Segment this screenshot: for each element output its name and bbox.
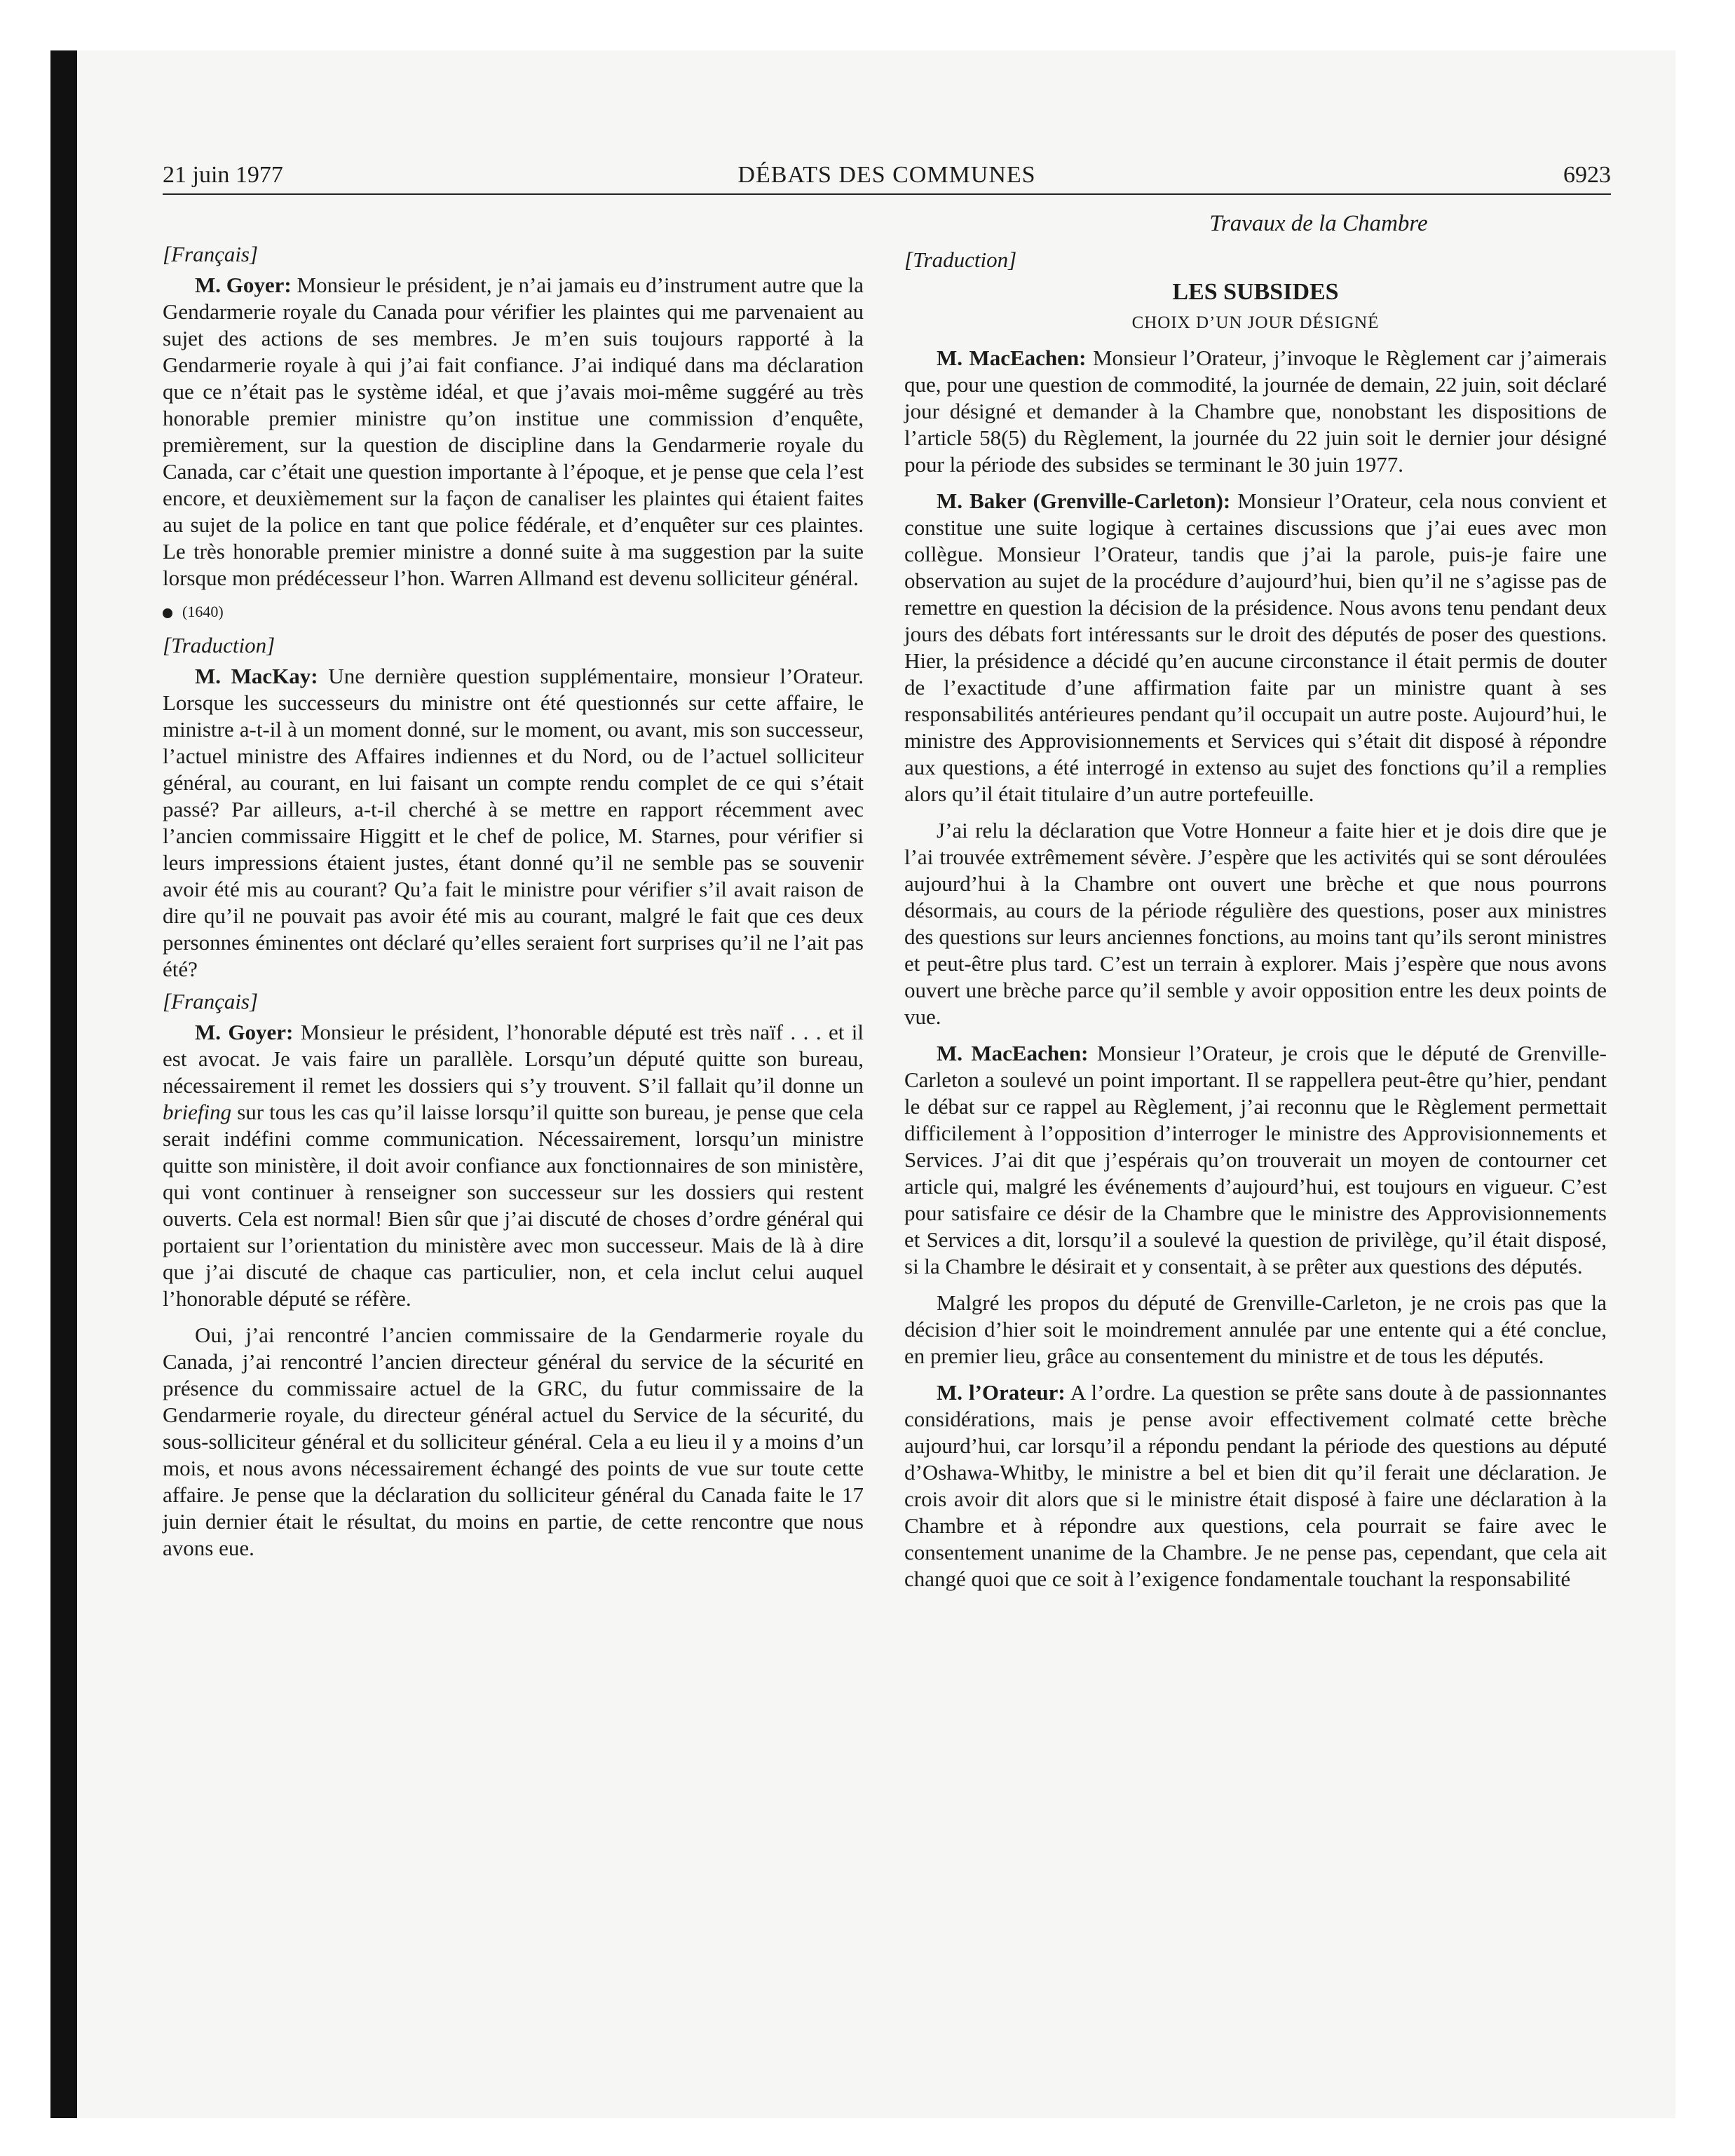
header-date: 21 juin 1977 — [163, 162, 283, 188]
section-heading: LES SUBSIDES — [1172, 279, 1339, 305]
paragraph — [163, 272, 864, 592]
page-header — [163, 160, 1611, 195]
section-subheading: CHOIX D’UN JOUR DÉSIGNÉ — [1131, 313, 1380, 332]
speaker-name: M. Baker (Grenville-Carleton): — [937, 489, 1231, 513]
paragraph — [904, 345, 1607, 478]
paragraph-text: Monsieur l’Orateur, j’invoque le Règlement car j’aimerais que, pour une question de commodité, la journée de demain, 22 juin, soit déclaré jour désigné et demander à la Chambre que, nonobstant les dispositions de l’article 58(5) du Règlement, la journée du 22 juin soit le dernier jour désigné pour la période des subsides se terminant le 30 juin 1977. — [904, 346, 1607, 477]
paragraph-text: Monsieur le président, je n’ai jamais eu d’instrument autre que la Gendarmerie royale du Canada pour vérifier les plaintes qui me parvenaient au sujet des actions de ses membres. Je m’en suis toujours rapporté à la Gendarmerie royale à qui j’ai fait confiance. J’ai indiqué dans ma déclaration que ce n’était pas le système idéal, et que j’avais moi-même suggéré au très honorable premier ministre qu’on institue une commission d’enquête, premièrement, sur la question de discipline dans la Gendarmerie royale du Canada, car c’était une question importante à l’époque, et je pense que cela l’est encore, et deuxièmement sur la façon de canaliser les plaintes qui étaient faites au sujet de la police en tant que police fédérale, et d’enquêter sur ces plaintes. Le très honorable premier ministre a donné suite à ma suggestion par la suite lorsque mon prédécesseur l’hon. Warren Allmand est devenu solliciteur général. — [163, 273, 864, 590]
bullet-icon — [163, 608, 172, 618]
speaker-name: M. MacEachen: — [937, 346, 1087, 370]
speaker-name: M. Goyer: — [195, 273, 292, 297]
paragraph-text: sur tous les cas qu’il laisse lorsqu’il quitte son bureau, je pense que cela serait indéfini comme communication. Nécessairement, lorsqu’un ministre quitte son ministère, il doit avoir confiance aux fonctionnaires de son ministère, qui vont continuer à renseigner son successeur sur les dossiers qui restent ouverts. Cela est normal! Bien sûr que j’ai discuté de choses d’ordre général qui portaient sur l’orientation du ministère avec mon successeur. Mais de là à dire que j’ai discuté de chaque cas particulier, non, et cela inclut celui auquel l’honorable député se réfère. — [163, 1100, 864, 1311]
paragraph-text: Une dernière question supplémentaire, monsieur l’Orateur. Lorsque les successeurs du ministre ont été questionnés sur cette affaire, le ministre a-t-il à un moment donné, sur le moment, ou avant, mis son successeur, l’actuel ministre des Affaires indiennes et du Nord, ou de l’actuel solliciteur général, au courant, en lui faisant un compte rendu complet de ce qui s’était passé? Par ailleurs, a-t-il cherché à se mettre en rapport récemment avec l’ancien commissaire Higgitt et le chef de police, M. Starnes, pour vérifier si leurs impressions étaient justes, étant donné qu’il ne semble pas se souvenir avoir été mis au courant? Qu’a fait le ministre pour vérifier s’il avait raison de dire qu’il ne pouvait pas avoir été mis au courant, malgré le fait que ces deux personnes éminentes ont déclaré qu’elles seraient fort surprises qu’il ne l’ait pas été? — [163, 664, 864, 981]
time-label: (1640) — [182, 603, 224, 620]
paragraph-text: Oui, j’ai rencontré l’ancien commissaire de la Gendarmerie royale du Canada, j’ai rencontré l’ancien directeur général du service de la sécurité en présence du commissaire actuel de la GRC, du futur commissaire de la Gendarmerie royale, du directeur général actuel du Service de la sécurité, du sous-solliciteur général et du solliciteur général. Cela a eu lieu il y a moins d’un mois, et nous avons nécessairement échangé des points de vue sur toute cette affaire. Je pense que la déclaration du solliciteur général du Canada faite le 17 juin dernier était le résultat, du moins en partie, de cette rencontre que nous avons eue. — [163, 1323, 864, 1560]
paragraph-text: Monsieur le président, l’honorable député est très naïf . . . et il est avocat. Je vais faire un parallèle. Lorsqu’un député quitte son bureau, nécessairement il remet les dossiers qui s’y trouvent. S’il fallait qu’il donne un — [163, 1020, 864, 1098]
paragraph-text: Monsieur l’Orateur, cela nous convient et constitue une suite logique à certaines discussions que j’ai eues avec mon collègue. Monsieur l’Orateur, tandis que j’ai la parole, puis-je faire une observation au sujet de la procédure d’aujourd’hui, bien qu’il ne s’agisse pas de remettre en question la décision de la présidence. Nous avons tenu pendant deux jours des débats fort intéressants sur le droit des députés de poser des questions. Hier, la présidence a décidé qu’en aucune circonstance il était permis de douter de l’exactitude d’une affirmation faite par un ministre quant à ses responsabilités antérieures pendant qu’il occupait un autre poste. Aujourd’hui, le ministre des Approvisionnements et Services qui s’était dit disposé à répondre aux questions, a été interrogé in extenso au sujet des fonctions qu’il a remplies alors qu’il était titulaire d’un autre portefeuille. — [904, 489, 1607, 806]
language-tag: [Français] — [163, 989, 259, 1014]
italic-term: briefing — [163, 1100, 232, 1124]
speaker-name: M. Goyer: — [195, 1020, 294, 1044]
language-tag: [Traduction] — [904, 247, 1017, 272]
scan-edge-bar — [50, 50, 77, 2118]
paragraph — [904, 488, 1607, 807]
paragraph-text: Monsieur l’Orateur, je crois que le député de Grenville-Carleton a soulevé un point important. Il se rappellera peut-être qu’hier, pendant le débat sur ce rappel au Règlement, j’ai reconnu que le Règlement permettait difficilement à l’opposition d’interroger le ministre des Approvisionnements et Services. J’ai dit que j’espérais qu’on trouverait un moyen de contourner cet article qui, malgré les événements d’aujourd’hui, est toujours en vigueur. C’est pour satisfaire ce désir de la Chambre que le ministre des Approvisionnements et Services a dit, lorsqu’il a soulevé la question de privilège, qu’il était disposé, si la Chambre le désirait et y consentait, à se prêter aux questions des députés. — [904, 1041, 1607, 1278]
header-title: DÉBATS DES COMMUNES — [737, 162, 1036, 188]
speaker-name: M. l’Orateur: — [937, 1380, 1066, 1405]
language-tag: [Français] — [163, 242, 259, 266]
right-column — [904, 210, 1607, 1602]
paragraph — [163, 663, 864, 983]
speaker-name: M. MacKay: — [195, 664, 318, 688]
running-head: Travaux de la Chambre — [1209, 211, 1428, 236]
left-column — [163, 238, 864, 1571]
paragraph-text: J’ai relu la déclaration que Votre Honneur a faite hier et je dois dire que je l’ai trouvée extrêmement sévère. J’espère que les activités qui se sont déroulées aujourd’hui à la Chambre ont ouvert une brèche et que nous pourrons désormais, au cours de la période régulière des questions, poser aux ministres des questions sur leurs anciennes fonctions, au moins tant qu’ils seront ministres et peut-être plus tard. C’est un terrain à explorer. Mais j’espère que nous avons ouvert une brèche parce qu’il semble y avoir opposition entre les deux points de vue. — [904, 818, 1607, 1029]
scan-margin — [0, 0, 1735, 50]
time-marker — [163, 599, 864, 625]
paragraph — [163, 1019, 864, 1312]
paragraph-text: A l’ordre. La question se prête sans doute à de passionnantes considérations, mais je pense avoir effectivement colmaté cette brèche aujourd’hui, car lorsqu’il a répondu pendant la période des questions au député d’Oshawa-Whitby, le ministre a bel et bien dit qu’il ferait une déclaration. Je crois avoir dit alors que si le ministre était disposé à faire une déclaration à la Chambre et à répondre aux questions, cela pourrait se faire avec le consentement unanime de la Chambre. Je ne pense pas, cependant, que cela ait changé quoi que ce soit à l’exigence fondamentale touchant la responsabilité — [904, 1380, 1607, 1591]
paragraph-text: Malgré les propos du député de Grenville-Carleton, je ne crois pas que la décision d’hier soit le moindrement annulée par une entente qui a été conclue, en premier lieu, grâce au consentement du ministre et de tous les députés. — [904, 1290, 1607, 1368]
page-number: 6923 — [1563, 162, 1611, 188]
paragraph — [904, 817, 1607, 1030]
paragraph — [904, 1040, 1607, 1280]
paragraph — [904, 1290, 1607, 1370]
paragraph — [904, 1379, 1607, 1592]
speaker-name: M. MacEachen: — [937, 1041, 1089, 1065]
language-tag: [Traduction] — [163, 633, 275, 657]
paragraph — [163, 1322, 864, 1562]
